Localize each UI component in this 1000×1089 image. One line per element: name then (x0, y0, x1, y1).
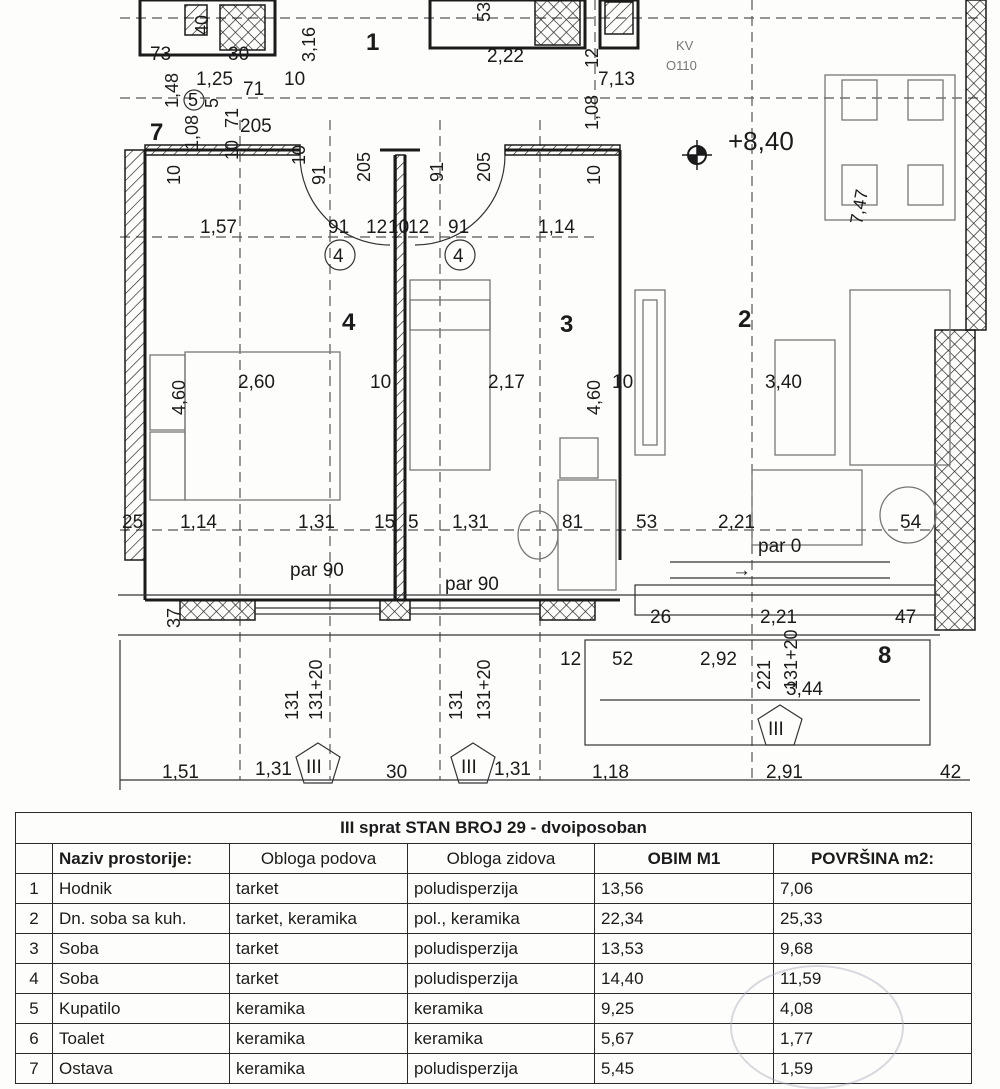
facade-band (118, 562, 970, 790)
dim: 53 (474, 1, 494, 22)
dim: 5 (202, 97, 222, 108)
dim: 7,13 (598, 69, 635, 90)
dim: 3,16 (299, 26, 319, 62)
table-row (16, 934, 972, 964)
area: 1,77 (774, 1024, 972, 1054)
dim: 5 (408, 512, 419, 533)
dim: 12 (582, 47, 602, 68)
dim: 30 (228, 44, 250, 65)
dim: 2,91 (766, 762, 803, 783)
dim: 1,25 (196, 69, 233, 90)
perimeter: 14,40 (595, 964, 774, 994)
row-number: 2 (16, 904, 53, 934)
dim: 91 (328, 217, 350, 238)
dim: 2,21 (718, 512, 755, 533)
wall-finish: pol., keramika (408, 904, 595, 934)
dim: 1,31 (494, 759, 531, 780)
row-number: 6 (16, 1024, 53, 1054)
dim: 1,14 (538, 217, 575, 238)
floor-finish: tarket (230, 934, 408, 964)
dim: 10 (289, 144, 309, 165)
wall-finish: poludisperzija (408, 874, 595, 904)
header-floor-finish: Obloga podova (230, 844, 408, 874)
table-row (16, 904, 972, 934)
dim: 26 (650, 607, 672, 628)
perimeter: 9,25 (595, 994, 774, 1024)
dim: 205 (240, 116, 272, 137)
dim: 221 (754, 659, 774, 690)
dim: 1,14 (180, 512, 217, 533)
table-header-row (16, 844, 972, 874)
header-perimeter: OBIM M1 (595, 844, 774, 874)
area: 7,06 (774, 874, 972, 904)
perimeter: 5,45 (595, 1054, 774, 1084)
dim: 3,44 (786, 679, 823, 700)
dim: 73 (150, 44, 172, 65)
dim: 10 (612, 372, 634, 393)
row-number: 5 (16, 994, 53, 1024)
header-room-name: Naziv prostorije: (53, 844, 230, 874)
dim: 47 (895, 607, 917, 628)
dim: 205 (354, 151, 374, 182)
wall-finish: poludisperzija (408, 934, 595, 964)
dim: 10 (584, 164, 604, 185)
dim: 2,17 (488, 372, 525, 393)
dim: 205 (474, 151, 494, 182)
row-number: 1 (16, 874, 53, 904)
wall-finish: poludisperzija (408, 1054, 595, 1084)
window-tag: III (306, 757, 322, 778)
dim: 52 (612, 649, 634, 670)
room-label-2: 2 (738, 306, 752, 333)
dim: 131 (282, 689, 302, 720)
dim: 7,47 (846, 187, 873, 226)
row-number: 3 (16, 934, 53, 964)
dim: 91 (448, 217, 470, 238)
floor-finish: tarket, keramika (230, 904, 408, 934)
window-tag: III (461, 757, 477, 778)
floor-finish: tarket (230, 964, 408, 994)
table-row (16, 874, 972, 904)
door-tag: 4 (333, 246, 344, 267)
dim: 37 (164, 607, 184, 628)
official-stamp (730, 965, 904, 1089)
area: 11,59 (774, 964, 972, 994)
par-label: par 0 (758, 536, 802, 557)
kv-label: KV (676, 38, 694, 53)
room-name: Hodnik (53, 874, 230, 904)
dim: 12 (366, 217, 388, 238)
header-wall-finish: Obloga zidova (408, 844, 595, 874)
area: 25,33 (774, 904, 972, 934)
perimeter: 13,56 (595, 874, 774, 904)
dim: 1,31 (298, 512, 335, 533)
dim: 12 (408, 217, 430, 238)
dim: 91 (427, 161, 447, 182)
dim: 1,31 (452, 512, 489, 533)
dim: 40 (192, 14, 212, 35)
dim: 2,92 (700, 649, 737, 670)
perimeter: 22,34 (595, 904, 774, 934)
room-name: Ostava (53, 1054, 230, 1084)
area: 4,08 (774, 994, 972, 1024)
dim: 42 (940, 762, 962, 783)
dim: 1,51 (162, 762, 199, 783)
floor-finish: keramika (230, 1024, 408, 1054)
dim: 4,60 (584, 379, 604, 415)
dim: 1,57 (200, 217, 237, 238)
dim: 131+20 (306, 659, 326, 720)
window-tag: III (768, 719, 784, 740)
dim: 25 (122, 512, 144, 533)
dim: 1,31 (255, 759, 292, 780)
room-label-8: 8 (878, 642, 892, 669)
elevation-marker (682, 140, 712, 170)
dim: 71 (222, 107, 242, 128)
row-number: 4 (16, 964, 53, 994)
door-tag: 4 (453, 246, 464, 267)
row-number: 7 (16, 1054, 53, 1084)
dim: 3,40 (765, 372, 802, 393)
dim: 91 (309, 164, 329, 185)
room-label-4: 4 (342, 309, 356, 336)
floor-finish: keramika (230, 994, 408, 1024)
room-name: Soba (53, 934, 230, 964)
dim: 1,18 (592, 762, 629, 783)
kv-sub-label: O110 (666, 58, 697, 73)
room-name: Toalet (53, 1024, 230, 1054)
wall-finish: keramika (408, 1024, 595, 1054)
dim: 15 (374, 512, 396, 533)
dim: 2,21 (760, 607, 797, 628)
room-label-7: 7 (150, 119, 164, 146)
table-title: III sprat STAN BROJ 29 - dvoiposoban (16, 813, 972, 844)
dim: 81 (562, 512, 584, 533)
dim: 10 (370, 372, 392, 393)
dim: 53 (636, 512, 658, 533)
room-label-1: 1 (366, 29, 380, 56)
dim: 1,08 (582, 94, 602, 130)
perimeter: 5,67 (595, 1024, 774, 1054)
arrow-label: → (732, 560, 751, 581)
dim: 4,60 (169, 379, 189, 415)
area: 1,59 (774, 1054, 972, 1084)
dim: 131+20 (781, 629, 801, 690)
dim: 54 (900, 512, 922, 533)
wall-finish: poludisperzija (408, 964, 595, 994)
floor-finish: keramika (230, 1054, 408, 1084)
dim: 10 (164, 164, 184, 185)
par-label: par 90 (445, 574, 499, 595)
small-tag: 5 (188, 90, 199, 110)
wall-finish: keramika (408, 994, 595, 1024)
dim: 131 (446, 689, 466, 720)
dim: 30 (386, 762, 408, 783)
header-empty (16, 844, 53, 874)
dim: 71 (243, 79, 265, 100)
dim: 1,48 (162, 72, 182, 108)
header-area: POVRŠINA m2: (774, 844, 972, 874)
dim: 10 (222, 139, 242, 160)
perimeter: 13,53 (595, 934, 774, 964)
area: 9,68 (774, 934, 972, 964)
par-label: par 90 (290, 560, 344, 581)
dim: 2,22 (487, 46, 524, 67)
dim: 1,08 (182, 114, 202, 150)
room-name: Dn. soba sa kuh. (53, 904, 230, 934)
dim: 12 (560, 649, 582, 670)
room-label-3: 3 (560, 311, 574, 338)
dim: 131+20 (474, 659, 494, 720)
room-name: Soba (53, 964, 230, 994)
floor-finish: tarket (230, 874, 408, 904)
dim: 10 (284, 69, 306, 90)
dim: 2,60 (238, 372, 275, 393)
dim: 10 (388, 217, 410, 238)
elevation-label: +8,40 (728, 126, 794, 156)
room-name: Kupatilo (53, 994, 230, 1024)
